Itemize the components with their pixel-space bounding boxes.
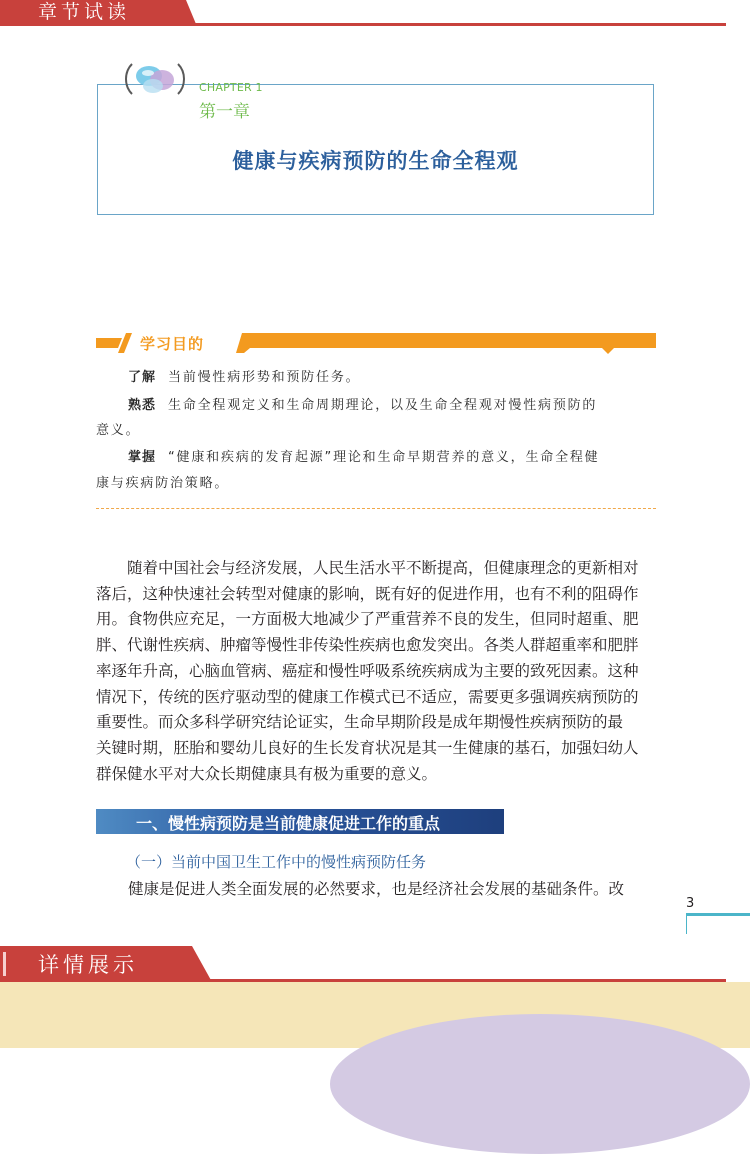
chapter-title: 健康与疾病预防的生命全程观 bbox=[232, 149, 519, 173]
body-line: 用。食物供应充足，一方面极大地减少了严重营养不良的发生，但同时超重、肥 bbox=[96, 610, 639, 629]
page-number: 3 bbox=[686, 896, 695, 911]
objective-cont-2: 意义。 bbox=[96, 423, 141, 438]
sub-heading: （一）当前中国卫生工作中的慢性病预防任务 bbox=[126, 853, 427, 871]
objective-line-1 bbox=[128, 368, 360, 388]
body-line: 群保健水平对大众长期健康具有极为重要的意义。 bbox=[96, 764, 438, 783]
body-last-line: 健康是促进人类全面发展的必然要求，也是经济社会发展的基础条件。改 bbox=[128, 880, 625, 898]
top-banner bbox=[0, 0, 750, 30]
objectives-divider bbox=[96, 508, 656, 509]
body-line: 关键时期，胚胎和婴幼儿良好的生长发育状况是其一生健康的基石，加强妇幼人 bbox=[96, 738, 639, 757]
objective-line-2 bbox=[128, 396, 597, 416]
objective-term-3: 掌握 bbox=[128, 450, 157, 465]
chapter-number-cn: 第一章 bbox=[199, 102, 250, 122]
bottom-banner-rule bbox=[0, 979, 726, 982]
objective-text-1: 当前慢性病形势和预防任务。 bbox=[168, 370, 361, 385]
body-line: 胖、代谢性疾病、肿瘤等慢性非传染性疾病也愈发突出。各类人群超重率和肥胖 bbox=[96, 636, 639, 655]
page-number-tick bbox=[686, 916, 687, 934]
objective-text-2: 生命全程观定义和生命周期理论，以及生命全程观对慢性病预防的 bbox=[168, 398, 598, 413]
objective-term-1: 了解 bbox=[128, 370, 157, 385]
body-line: 率逐年升高，心脑血管病、癌症和慢性呼吸系统疾病成为主要的致死因素。这种 bbox=[96, 661, 639, 680]
body-line: 重要性。而众多科学研究结论证实，生命早期阶段是成年期慢性疾病预防的最 bbox=[96, 713, 624, 732]
chapter-number-en: CHAPTER 1 bbox=[199, 81, 263, 94]
bottom-banner bbox=[0, 946, 750, 1048]
section-heading bbox=[96, 809, 504, 834]
chapter-logo-icon bbox=[118, 56, 192, 100]
bottom-decor-arc bbox=[330, 1014, 750, 1154]
body-paragraph bbox=[96, 556, 658, 787]
objective-text-3: “健康和疾病的发育起源”理论和生命早期营养的意义，生命全程健 bbox=[168, 450, 600, 465]
objective-term-2: 熟悉 bbox=[128, 398, 157, 413]
bottom-banner-strip bbox=[3, 952, 6, 976]
bottom-banner-label: 详情展示 bbox=[38, 953, 138, 977]
top-banner-label: 章节试读 bbox=[38, 1, 131, 23]
objective-cont-3: 康与疾病防治策略。 bbox=[96, 476, 230, 491]
top-banner-rule bbox=[0, 23, 726, 26]
body-line: 落后，这种快速社会转型对健康的影响，既有好的促进作用，也有不利的阻碍作 bbox=[96, 584, 639, 603]
objectives-heading: 学习目的 bbox=[140, 335, 205, 353]
section-heading-text: 一、慢性病预防是当前健康促进工作的重点 bbox=[136, 814, 441, 833]
body-line: 情况下，传统的医疗驱动型的健康工作模式已不适应，需要更多强调疾病预防的 bbox=[96, 687, 639, 706]
objective-line-3 bbox=[128, 448, 600, 468]
page-number-rule bbox=[686, 913, 750, 916]
body-line: 随着中国社会与经济发展，人民生活水平不断提高，但健康理念的更新相对 bbox=[96, 559, 639, 577]
